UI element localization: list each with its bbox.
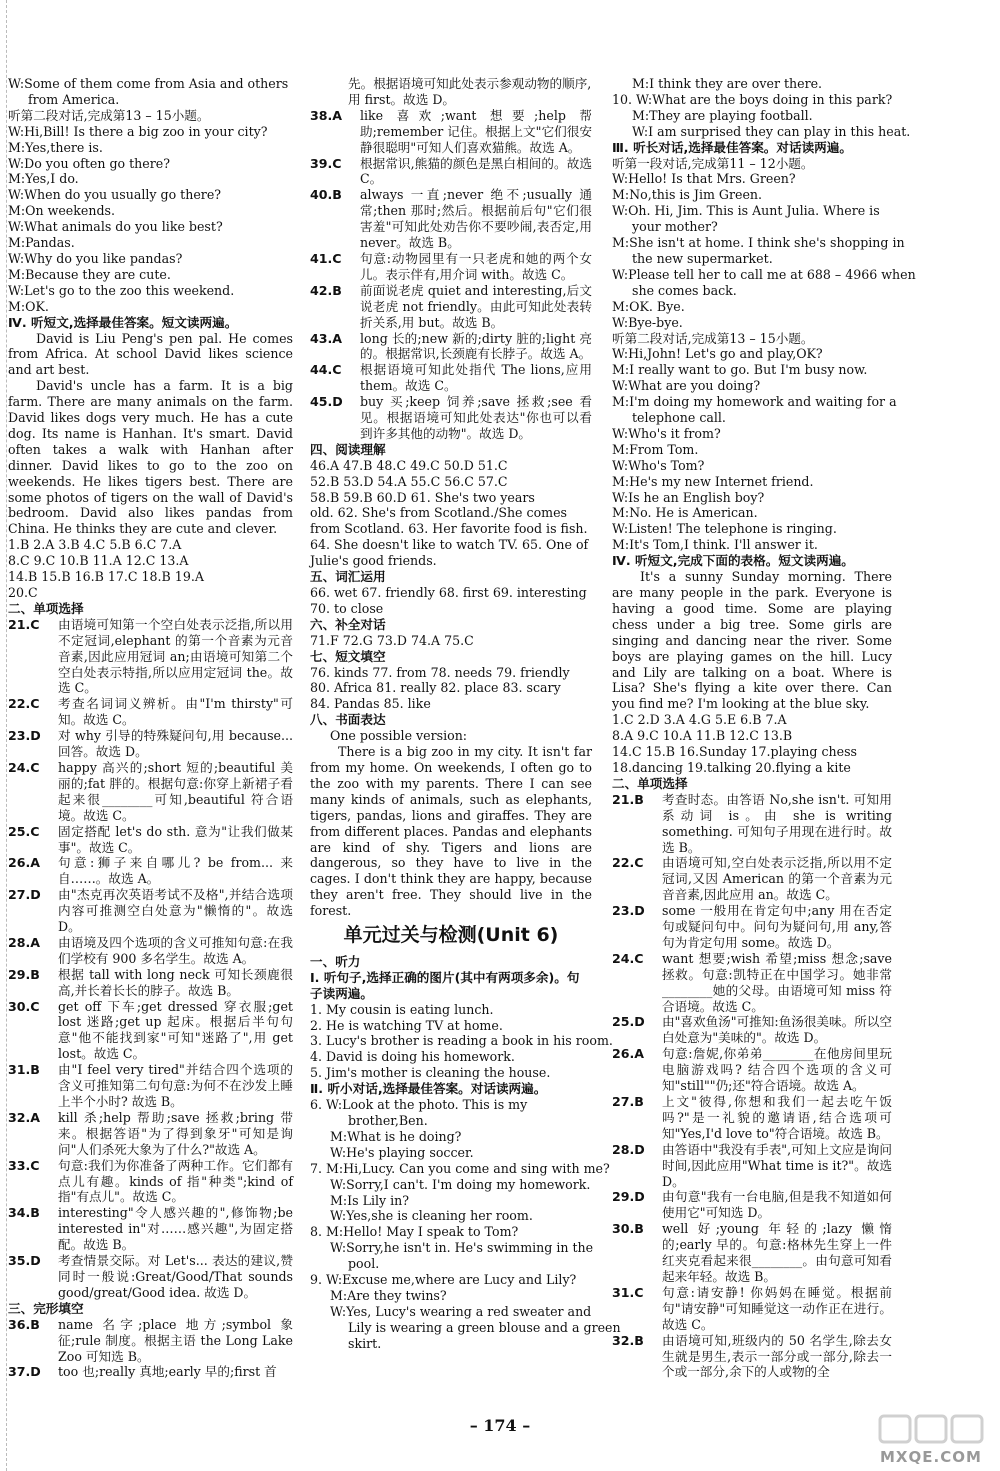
- text-line: W:Do you often go there?: [8, 155, 170, 171]
- text-line: pool.: [348, 1256, 380, 1272]
- text-line: W:When do you usually go there?: [8, 187, 222, 203]
- text-line: W:Please tell her to call me at 688 – 4966 when: [612, 266, 916, 282]
- answer-explanation: 固定搭配 let's do sth. 意为"让我们做某事"。故选 C。: [58, 823, 293, 855]
- text-line: 14.B 15.B 16.B 17.C 18.B 19.A: [8, 569, 204, 585]
- section-heading: 四、阅读理解: [310, 441, 386, 457]
- text-line: M:No. He is American.: [612, 505, 758, 521]
- answer-explanation: 根据常识,熊猫的颜色是黑白相间的。故选 C。: [360, 155, 592, 187]
- answer-key: 32.B: [612, 1332, 644, 1348]
- answer-explanation: well 好;young 年轻的;lazy 懒惰的;early 早的。句意:格林先生穿上一件红夹克看起来很________。由句意可知看起来年轻。故选 B。: [662, 1221, 892, 1284]
- text-line: W:Let's go to the zoo this weekend.: [8, 282, 235, 298]
- answer-item: [612, 1285, 892, 1333]
- answer-explanation: 由语境可知,班级内的 50 名学生,除去女生就是男生,表示一部分或一部分,除去一个或一部分,余下的人或物的全: [662, 1332, 892, 1380]
- text-line: W:Oh. Hi, Jim. This is Aunt Julia. Where is: [612, 203, 880, 219]
- answer-explanation: 根据语境可知此处指代 The lions,应用 them。故选 C。: [360, 362, 592, 394]
- answer-key: 41.C: [310, 250, 342, 266]
- answer-item: [310, 394, 592, 442]
- answer-explanation: 由语境可知第一个空白处表示泛指,所以用不定冠词,elephant 的第一个音素为元音音素,因此应用冠词 an;由语境可知第二个空白处表示特指,所以应用定冠词 the。故选 C。: [58, 616, 293, 696]
- answer-explanation: 前面说老虎 quiet and interesting,后文说老虎 not friendly。由此可知此处表转折关系,用 but。故选 B。: [360, 282, 592, 330]
- text-line: 先。根据语境可知此处表示参观动物的顺序,用 first。故选 D。: [348, 76, 592, 107]
- answer-key: 23.D: [8, 728, 41, 744]
- answer-key: 21.C: [8, 616, 40, 632]
- text-line: 听第二段对话,完成第13 – 15小题。: [612, 330, 814, 346]
- section-heading: 七、短文填空: [310, 648, 386, 664]
- answer-key: 30.C: [8, 998, 40, 1014]
- answer-item: [8, 887, 293, 935]
- text-line: M:OK. Bye.: [612, 298, 685, 314]
- answer-key: 27.B: [612, 1094, 644, 1109]
- section-heading: 三、完形填空: [8, 1300, 84, 1316]
- answer-item: [8, 824, 293, 856]
- text-line: from Scotland. 63. Her favorite food is fish.: [310, 521, 588, 537]
- text-line: M:I really want to go. But I'm busy now.: [612, 362, 868, 378]
- text-line: W:Why do you like pandas?: [8, 250, 183, 266]
- answer-item: [612, 1333, 892, 1381]
- text-line: 听第一段对话,完成第11 – 12小题。: [612, 155, 814, 171]
- answer-item: [612, 1094, 892, 1142]
- answer-item: [8, 1205, 293, 1253]
- text-line: 66. wet 67. friendly 68. first 69. interesting: [310, 585, 587, 600]
- text-line: W:He's playing soccer.: [330, 1144, 474, 1160]
- answer-key: 44.C: [310, 362, 342, 378]
- text-line: M:Yes,I do.: [8, 171, 79, 187]
- answer-explanation: 句意:狮子来自哪儿? be from... 来自……。故选 A。: [58, 855, 293, 887]
- text-line: M:It's Tom,I think. I'll answer it.: [612, 537, 818, 553]
- answer-explanation: 由答语中"我没有手表",可知上文应是询问时间,因此应用"What time is it?"。故选 D。: [662, 1141, 892, 1189]
- answer-key: 42.B: [310, 282, 342, 298]
- answer-key: 31.B: [8, 1062, 40, 1078]
- answer-item: [612, 1189, 892, 1221]
- answer-key: 28.D: [612, 1141, 645, 1157]
- answer-explanation: too 也;really 真地;early 早的;first 首: [58, 1364, 277, 1380]
- answer-explanation: get off 下车;get dressed 穿衣服;get lost 迷路;get up 起床。根据后半句句意"他不能找到家"可知"迷路了",用 get lost。故选 C。: [58, 998, 293, 1062]
- text-line: 4. David is doing his homework.: [310, 1049, 515, 1065]
- text-line: 80. Africa 81. really 82. place 83. scary: [310, 680, 561, 696]
- text-line: Julie's good friends.: [310, 553, 437, 569]
- text-line: 8. M:Hello! May I speak to Tom?: [310, 1224, 519, 1240]
- answer-key: 26.A: [8, 855, 41, 871]
- section-heading: Ⅰ. 听句子,选择正确的图片(其中有两项多余)。句子读两遍。: [310, 969, 580, 1001]
- binding-margin: [0, 0, 7, 1471]
- answer-explanation: 对 why 引导的特殊疑问句,用 because...回答。故选 D。: [58, 728, 293, 760]
- answer-explanation: 由"杰克再次英语考试不及格",并结合选项内容可推测空白处意为"懒惰的"。故选 D。: [58, 887, 293, 935]
- answer-explanation: always 一直;never 绝不;usually 通常;then 那时;然后。根据前后句"它们很害羞"可知此处劝告你不要吵闹,表否定,用 never。故选 B。: [360, 187, 592, 251]
- answer-item: [8, 728, 293, 760]
- text-line: W:What are you doing?: [612, 378, 761, 394]
- answer-item: [310, 251, 592, 283]
- answer-item: [310, 362, 592, 394]
- answer-explanation: 由"I feel very tired"并结合四个选项的含义可推知第二句句意:为何不在沙发上睡上半个小时? 故选 B。: [58, 1062, 293, 1109]
- answer-item: [8, 1062, 293, 1110]
- text-line: M:Pandas.: [8, 235, 75, 251]
- answer-key: 25.C: [8, 823, 40, 839]
- section-heading: 二、单项选择: [8, 600, 84, 616]
- text-line: M:No,this is Jim Green.: [612, 187, 763, 203]
- text-line: W:Bye-bye.: [612, 314, 683, 330]
- answer-explanation: 考查名词词义辨析。由"I'm thirsty"可知。故选 C。: [58, 696, 293, 728]
- answer-item: [310, 283, 592, 331]
- text-line: M:He's my new Internet friend.: [612, 473, 814, 489]
- text-line: W:What animals do you like best?: [8, 219, 223, 235]
- text-line: 1.B 2.A 3.B 4.C 5.B 6.C 7.A: [8, 537, 182, 553]
- text-line: old. 62. She's from Scotland./She comes: [310, 505, 568, 521]
- text-line: 18.dancing 19.talking 20.flying a kite: [612, 759, 851, 775]
- text-line: 84. Pandas 85. like: [310, 696, 431, 712]
- answer-key: 24.C: [8, 759, 40, 775]
- text-line: M:They are playing football.: [632, 107, 813, 123]
- answer-item: [8, 1364, 293, 1380]
- answer-explanation: 考查时态。由答语 No,she isn't. 可知用系动词 is。由 she is writing something. 可知句子用现在进行时。故选 B。: [662, 791, 892, 855]
- column-middle: [310, 76, 621, 1352]
- answer-explanation: 由句意"我有一台电脑,但是我不知道如何使用它"可知选 D。: [662, 1189, 892, 1221]
- answer-explanation: 句意:詹妮,你弟弟________在他房间里玩电脑游戏吗? 结合四个选项的含义可知"still""仍;还"符合语境。故选 A。: [662, 1046, 892, 1094]
- answer-explanation: kill 杀;help 帮助;save 拯救;bring 带来。根据答语"为了得到象牙"可知是询问"人们杀死大象为了什么?"故选 A。: [58, 1109, 293, 1157]
- watermark-text: MXQE.COM: [880, 1448, 982, 1466]
- answer-key: 29.D: [612, 1189, 645, 1205]
- text-line: she comes back.: [632, 282, 737, 298]
- answer-key: 22.C: [8, 696, 40, 712]
- paragraph: David's uncle has a farm. It is a big farm. There are many animals on the farm. David likes dogs very much. He has a cute dog. Its name is Hanhan. It's smart. David often takes a walk with Hanhan after dinner. David likes to go to the zoo on weekends. He likes tigers best. There are some photos of tigers on the wall of David's bedroom. David also likes pandas from China. He thinks they are cute and clever.: [8, 378, 293, 537]
- text-line: 10. W:What are the boys doing in this park?: [612, 91, 893, 107]
- text-line: W:Hello! Is that Mrs. Green?: [612, 171, 796, 187]
- answer-key: 33.C: [8, 1157, 40, 1173]
- text-line: 1. My cousin is eating lunch.: [310, 1001, 494, 1017]
- answer-explanation: like 喜欢;want 想要;help 帮助;remember 记住。根据上文"它们很安静很聪明"可知人们喜欢猫熊。故选 A。: [360, 107, 592, 155]
- answer-key: 43.A: [310, 330, 343, 346]
- paragraph: It's a sunny Sunday morning. There are many people in the park. Everyone is having a good time. Some are playing chess under a big tree. Some girls are singing and dancing near the river. Some boys are playing games on the hill. Lucy and Lily are talking on a boat. Where is Lisa? She's flying a kite over there. Can you find me? I'm looking at the blue sky.: [612, 569, 892, 712]
- text-line: your mother?: [632, 219, 718, 235]
- answer-explanation: 句意:请安静! 你妈妈在睡觉。根据前句"请安静"可知睡觉这一动作正在进行。故选 C。: [662, 1284, 892, 1332]
- answer-key: 24.C: [612, 950, 644, 966]
- answer-explanation: 句意:动物园里有一只老虎和她的两个女儿。表示伴有,用介词 with。故选 C。: [360, 250, 592, 282]
- section-heading: Ⅲ. 听长对话,选择最佳答案。对话读两遍。: [612, 139, 852, 155]
- paragraph: David is Liu Peng's pen pal. He comes from Africa. At school David likes science and art best.: [8, 330, 293, 378]
- answer-key: 40.B: [310, 187, 342, 203]
- text-line: from America.: [28, 91, 120, 107]
- column-left: [8, 76, 293, 1380]
- text-line: M:On weekends.: [8, 203, 115, 219]
- text-line: W:Hi,Bill! Is there a big zoo in your city?: [8, 123, 268, 139]
- text-line: M:I think they are over there.: [632, 76, 823, 91]
- answer-explanation: 句意:我们为你准备了两种工作。它们都有点儿有趣。kinds of 指"种类";kind of 指"有点儿"。故选 C。: [58, 1157, 293, 1205]
- text-line: W:Listen! The telephone is ringing.: [612, 521, 837, 537]
- text-line: Lily is wearing a green blouse and a green: [348, 1319, 621, 1335]
- text-line: 6. W:Look at the photo. This is my: [310, 1097, 528, 1113]
- answer-item: [310, 156, 592, 188]
- text-line: W:Hi,John! Let's go and play,OK?: [612, 346, 823, 362]
- answer-item: [612, 792, 892, 856]
- answer-explanation: 由"喜欢鱼汤"可推知:鱼汤很美味。所以空白处意为"美味的"。故选 D。: [662, 1014, 892, 1046]
- answer-key: 22.C: [612, 855, 644, 871]
- text-line: M:Are they twins?: [330, 1287, 447, 1303]
- answer-explanation: name 名字;place 地方;symbol 象征;rule 制度。根据主语 the Long Lake Zoo 可知选 B。: [58, 1316, 293, 1364]
- answer-item: [8, 935, 293, 967]
- answer-key: 37.D: [8, 1364, 41, 1380]
- text-line: M:OK.: [8, 298, 49, 314]
- text-line: W:Yes, Lucy's wearing a red sweater and: [330, 1303, 592, 1319]
- text-line: 20.C: [8, 585, 38, 600]
- answer-item: [8, 855, 293, 887]
- text-line: 9. W:Excuse me,where are Lucy and Lily?: [310, 1272, 577, 1288]
- answer-key: 21.B: [612, 791, 644, 807]
- unit-title: 单元过关与检测(Unit 6): [343, 924, 559, 947]
- text-line: W:Who's Tom?: [612, 457, 705, 473]
- answer-key: 38.A: [310, 107, 343, 123]
- answer-key: 29.B: [8, 966, 40, 982]
- text-line: the new supermarket.: [632, 250, 773, 266]
- text-line: 14.C 15.B 16.Sunday 17.playing chess: [612, 744, 858, 760]
- answer-key: 45.D: [310, 394, 343, 410]
- answer-item: [310, 187, 592, 251]
- text-line: 46.A 47.B 48.C 49.C 50.D 51.C: [310, 457, 508, 473]
- text-line: M:Because they are cute.: [8, 266, 171, 282]
- answer-item: [612, 855, 892, 903]
- answer-key: 39.C: [310, 155, 342, 171]
- text-line: skirt.: [348, 1335, 382, 1351]
- answer-item: [8, 1253, 293, 1301]
- answer-item: [612, 951, 892, 1015]
- answer-explanation: long 长的;new 新的;dirty 脏的;light 亮的。根据常识,长颈鹿有长脖子。故选 A。: [360, 330, 592, 362]
- answer-item: [8, 1317, 293, 1365]
- section-heading: 二、单项选择: [612, 775, 688, 791]
- answer-explanation: 由语境可知,空白处表示泛指,所以用不定冠词,又因 American 的第一个音素为元音音素,因此应用 an。故选 C。: [662, 855, 892, 903]
- text-line: 听第二段对话,完成第13 – 15小题。: [8, 107, 210, 123]
- answer-explanation: interesting"令人感兴趣的",修饰物;be interested in"对……感兴趣",为固定搭配。故选 B。: [58, 1205, 293, 1253]
- answer-key: 30.B: [612, 1221, 644, 1237]
- text-line: 7. M:Hi,Lucy. Can you come and sing with me?: [310, 1160, 610, 1176]
- answer-explanation: 考查情景交际。对 Let's... 表达的建议,赞同时一般说:Great/Good/That sounds good/great/Good idea. 故选 D。: [58, 1253, 293, 1300]
- answer-item: [310, 108, 592, 156]
- answer-key: 36.B: [8, 1316, 40, 1332]
- answer-item: [612, 1142, 892, 1190]
- text-line: W:Is he an English boy?: [612, 489, 765, 505]
- answer-key: 32.A: [8, 1109, 41, 1125]
- text-line: 58.B 59.B 60.D 61. She's two years: [310, 489, 535, 505]
- section-heading: Ⅳ. 听短文,完成下面的表格。短文读两遍。: [612, 553, 854, 569]
- answer-item: [8, 999, 293, 1063]
- answer-item: [8, 1158, 293, 1206]
- text-line: W:I am surprised they can play in this heat.: [632, 123, 911, 139]
- section-heading: 五、词汇运用: [310, 569, 386, 585]
- answer-item: [612, 1046, 892, 1094]
- text-line: M:From Tom.: [612, 441, 699, 457]
- text-line: W:Sorry,he isn't in. He's swimming in the: [330, 1240, 594, 1256]
- text-line: One possible version:: [330, 728, 468, 744]
- page-number: – 174 –: [469, 1416, 531, 1435]
- text-line: 76. kinds 77. from 78. needs 79. friendly: [310, 664, 570, 680]
- answer-explanation: happy 高兴的;short 短的;beautiful 美丽的;fat 胖的。根据句意:你穿上新裙子看起来很________可知,beautiful 符合语境。故选 C。: [58, 759, 293, 823]
- text-line: 1.C 2.D 3.A 4.G 5.E 6.B 7.A: [612, 712, 787, 728]
- answer-explanation: 根据 tall with long neck 可知长颈鹿很高,并长着长长的脖子。故选 B。: [58, 966, 293, 998]
- section-heading: 八、书面表达: [310, 712, 386, 728]
- text-line: 52.B 53.D 54.A 55.C 56.C 57.C: [310, 473, 508, 489]
- text-line: W:Some of them come from Asia and others: [8, 76, 289, 91]
- answer-item: [8, 760, 293, 824]
- answer-key: 35.D: [8, 1253, 41, 1269]
- answer-item: [8, 617, 293, 697]
- answer-key: 26.A: [612, 1046, 645, 1062]
- text-line: 8.A 9.C 10.A 11.B 12.C 13.B: [612, 728, 793, 744]
- text-line: 8.C 9.C 10.B 11.A 12.C 13.A: [8, 553, 189, 569]
- text-line: brother,Ben.: [348, 1113, 428, 1128]
- section-heading: Ⅳ. 听短文,选择最佳答案。短文读两遍。: [8, 314, 238, 330]
- answer-explanation: 由语境及四个选项的含义可推知句意:在我们学校有 900 多名学生。故选 A。: [58, 934, 293, 966]
- section-heading: 六、补全对话: [310, 616, 386, 632]
- answer-item: [8, 1110, 293, 1158]
- text-line: M:What is he doing?: [330, 1128, 462, 1144]
- answer-explanation: 上文"彼得,你想和我们一起去吃午饭吗?"是一礼貌的邀请语,结合选项可知"Yes,I'd love to"符合语境。故选 B。: [662, 1094, 892, 1141]
- text-line: W:Who's it from?: [612, 425, 721, 441]
- text-line: 71.F 72.G 73.D 74.A 75.C: [310, 632, 474, 648]
- text-line: M:I'm doing my homework and waiting for a: [612, 394, 897, 410]
- answer-item: [612, 903, 892, 951]
- answer-explanation: want 想要;wish 希望;miss 想念;save 拯救。句意:凯特正在中国学习。她非常________她的父母。由语境可知 miss 符合语境。故选 C。: [662, 950, 892, 1014]
- text-line: 2. He is watching TV at home.: [310, 1017, 503, 1033]
- text-line: W:Yes,she is cleaning her room.: [330, 1208, 533, 1224]
- text-line: M:Is Lily in?: [330, 1192, 410, 1208]
- text-line: 70. to close: [310, 600, 384, 616]
- answer-key: 27.D: [8, 887, 41, 903]
- text-line: M:She isn't at home. I think she's shopping in: [612, 235, 905, 251]
- answer-key: 31.C: [612, 1284, 644, 1300]
- answer-item: [8, 967, 293, 999]
- answer-key: 23.D: [612, 903, 645, 919]
- text-line: telephone call.: [632, 410, 726, 426]
- answer-item: [612, 1014, 892, 1046]
- answer-item: [8, 696, 293, 728]
- answer-item: [310, 331, 592, 363]
- text-line: W:Sorry,I can't. I'm doing my homework.: [330, 1176, 591, 1192]
- section-heading: Ⅱ. 听小对话,选择最佳答案。对话读两遍。: [310, 1081, 547, 1097]
- text-line: 64. She doesn't like to watch TV. 65. One of: [310, 537, 589, 553]
- answer-item: [612, 1221, 892, 1285]
- answer-key: 25.D: [612, 1014, 645, 1030]
- section-heading: 一、听力: [310, 953, 361, 969]
- answer-key: 28.A: [8, 934, 41, 950]
- answer-explanation: buy 买;keep 饲养;save 拯救;see 看见。根据语境可知此处表达"你也可以看到许多其他的动物"。故选 D。: [360, 394, 592, 441]
- text-line: 5. Jim's mother is cleaning the house.: [310, 1065, 551, 1081]
- paragraph: There is a big zoo in my city. It isn't far from my home. On weekends, I often go to the zoo with my parents. There I can see many kinds of animals, such as elephants, tigers, pandas, lions and giraffes. They are from different places. Pandas and elephants are kind of shy. Tigers and lions are dangerous, so they have to live in the cages. I don't think they are happy, because they aren't free. They should live in the forest.: [310, 744, 592, 919]
- answer-key: 34.B: [8, 1205, 40, 1221]
- text-line: 3. Lucy's brother is reading a book in his room.: [310, 1033, 613, 1049]
- column-right: [612, 76, 916, 1380]
- answer-explanation: some 一般用在肯定句中;any 用在否定句或疑问句中。问句为疑问句,用 any,答句为肯定句用 some。故选 D。: [662, 903, 892, 950]
- text-line: M:Yes,there is.: [8, 139, 103, 155]
